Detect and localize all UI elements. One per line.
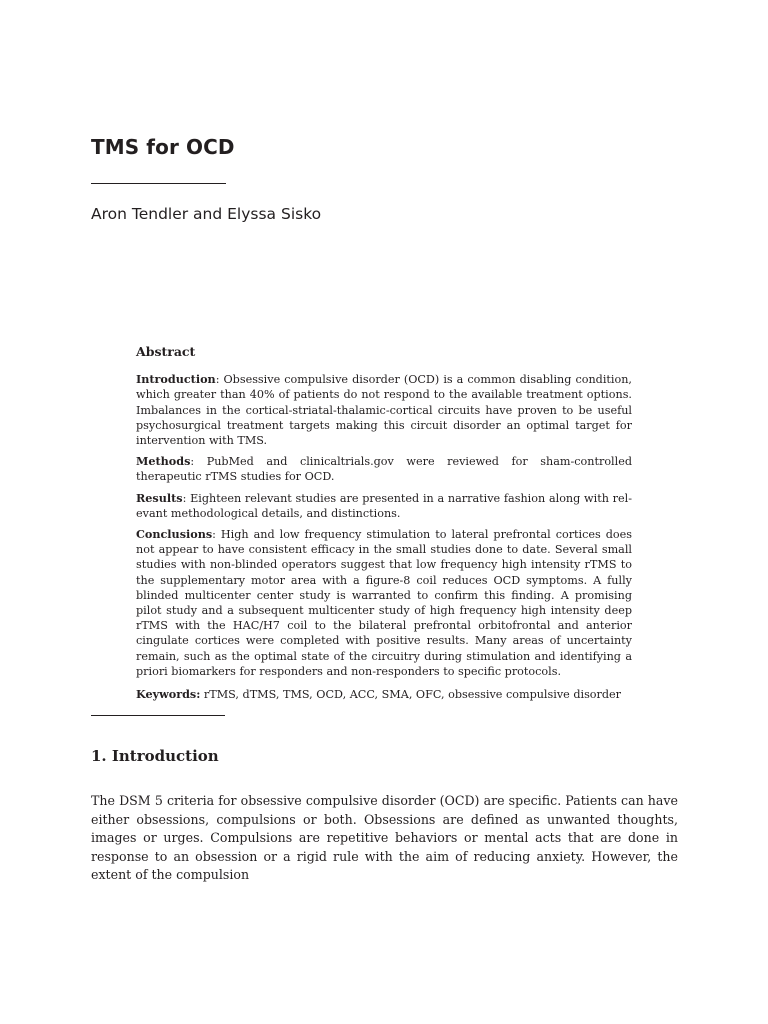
abstract-methods bbox=[136, 454, 632, 484]
abstract-methods-label: Methods bbox=[136, 454, 191, 469]
abstract-conclusions-text: : High and low frequency stimulation to lateral prefrontal cortices does not appear to have consistent efficacy in the small studies done to date. Several small studies with non-blinded operators suggest that low frequency high intensity rTMS to the supplementary motor area with a figure-8 coil reduces OCD symptoms. A fully blinded multicenter center study is warranted to confirm this finding. A promising pilot study and a subsequent multicenter study of high frequency high intensity deep rTMS with the HAC/H7 coil to the bilateral prefrontal orbitofrontal and anterior cingulate cortices were completed with positive results. Many areas of uncertainty remain, such as the optimal state of the circuitry during stimulation and identifying a priori biomarkers for responders and non-responders to specific protocols. bbox=[136, 528, 632, 678]
abstract-keywords-label: Keywords: bbox=[136, 687, 201, 702]
abstract-keywords-text: rTMS, dTMS, TMS, OCD, ACC, SMA, OFC, obsessive compulsive disorder bbox=[200, 688, 622, 702]
title-divider bbox=[91, 183, 226, 184]
abstract-divider bbox=[91, 715, 225, 716]
abstract-methods-text: : PubMed and clinicaltrials.gov were reviewed for sham-controlled therapeutic rTMS studies for OCD. bbox=[136, 455, 632, 484]
author-list: Aron Tendler and Elyssa Sisko bbox=[91, 205, 322, 223]
abstract-conclusions-label: Conclusions bbox=[136, 527, 213, 542]
abstract-introduction-label: Introduction bbox=[136, 372, 216, 387]
abstract-block bbox=[136, 344, 632, 708]
abstract-introduction-text: : Obsessive compulsive disorder (OCD) is a common disabling condition, which greater than 40% of patients do not respond to the available treatment options. Imbalances in the cortical-striatal-thalamic-cortical circuits have proven to be useful psychosurgical treatment targets making this circuit disorder an optimal target for intervention with TMS. bbox=[136, 373, 632, 448]
introduction-paragraph: The DSM 5 criteria for obsessive compulsive disorder (OCD) are specific. Patients can have either obsessions, compulsions or both. Obsessions are defined as unwanted thoughts, images or urges. Compulsions are repetitive behaviors or mental acts that are done in response to an obsession or a rigid rule with the aim of reducing anxiety. However, the extent of the compulsion bbox=[91, 793, 678, 883]
abstract-heading: Abstract bbox=[136, 344, 196, 359]
paper-title: TMS for OCD bbox=[91, 135, 235, 159]
abstract-conclusions bbox=[136, 527, 632, 679]
abstract-introduction bbox=[136, 372, 632, 448]
abstract-results-label: Results bbox=[136, 490, 183, 505]
abstract-results-text: : Eighteen relevant studies are presented in a narrative fashion along with relevant methodological details, and distinctions. bbox=[136, 491, 632, 520]
abstract-keywords bbox=[136, 687, 632, 702]
section-heading-introduction: 1. Introduction bbox=[91, 747, 219, 765]
abstract-results bbox=[136, 491, 632, 521]
